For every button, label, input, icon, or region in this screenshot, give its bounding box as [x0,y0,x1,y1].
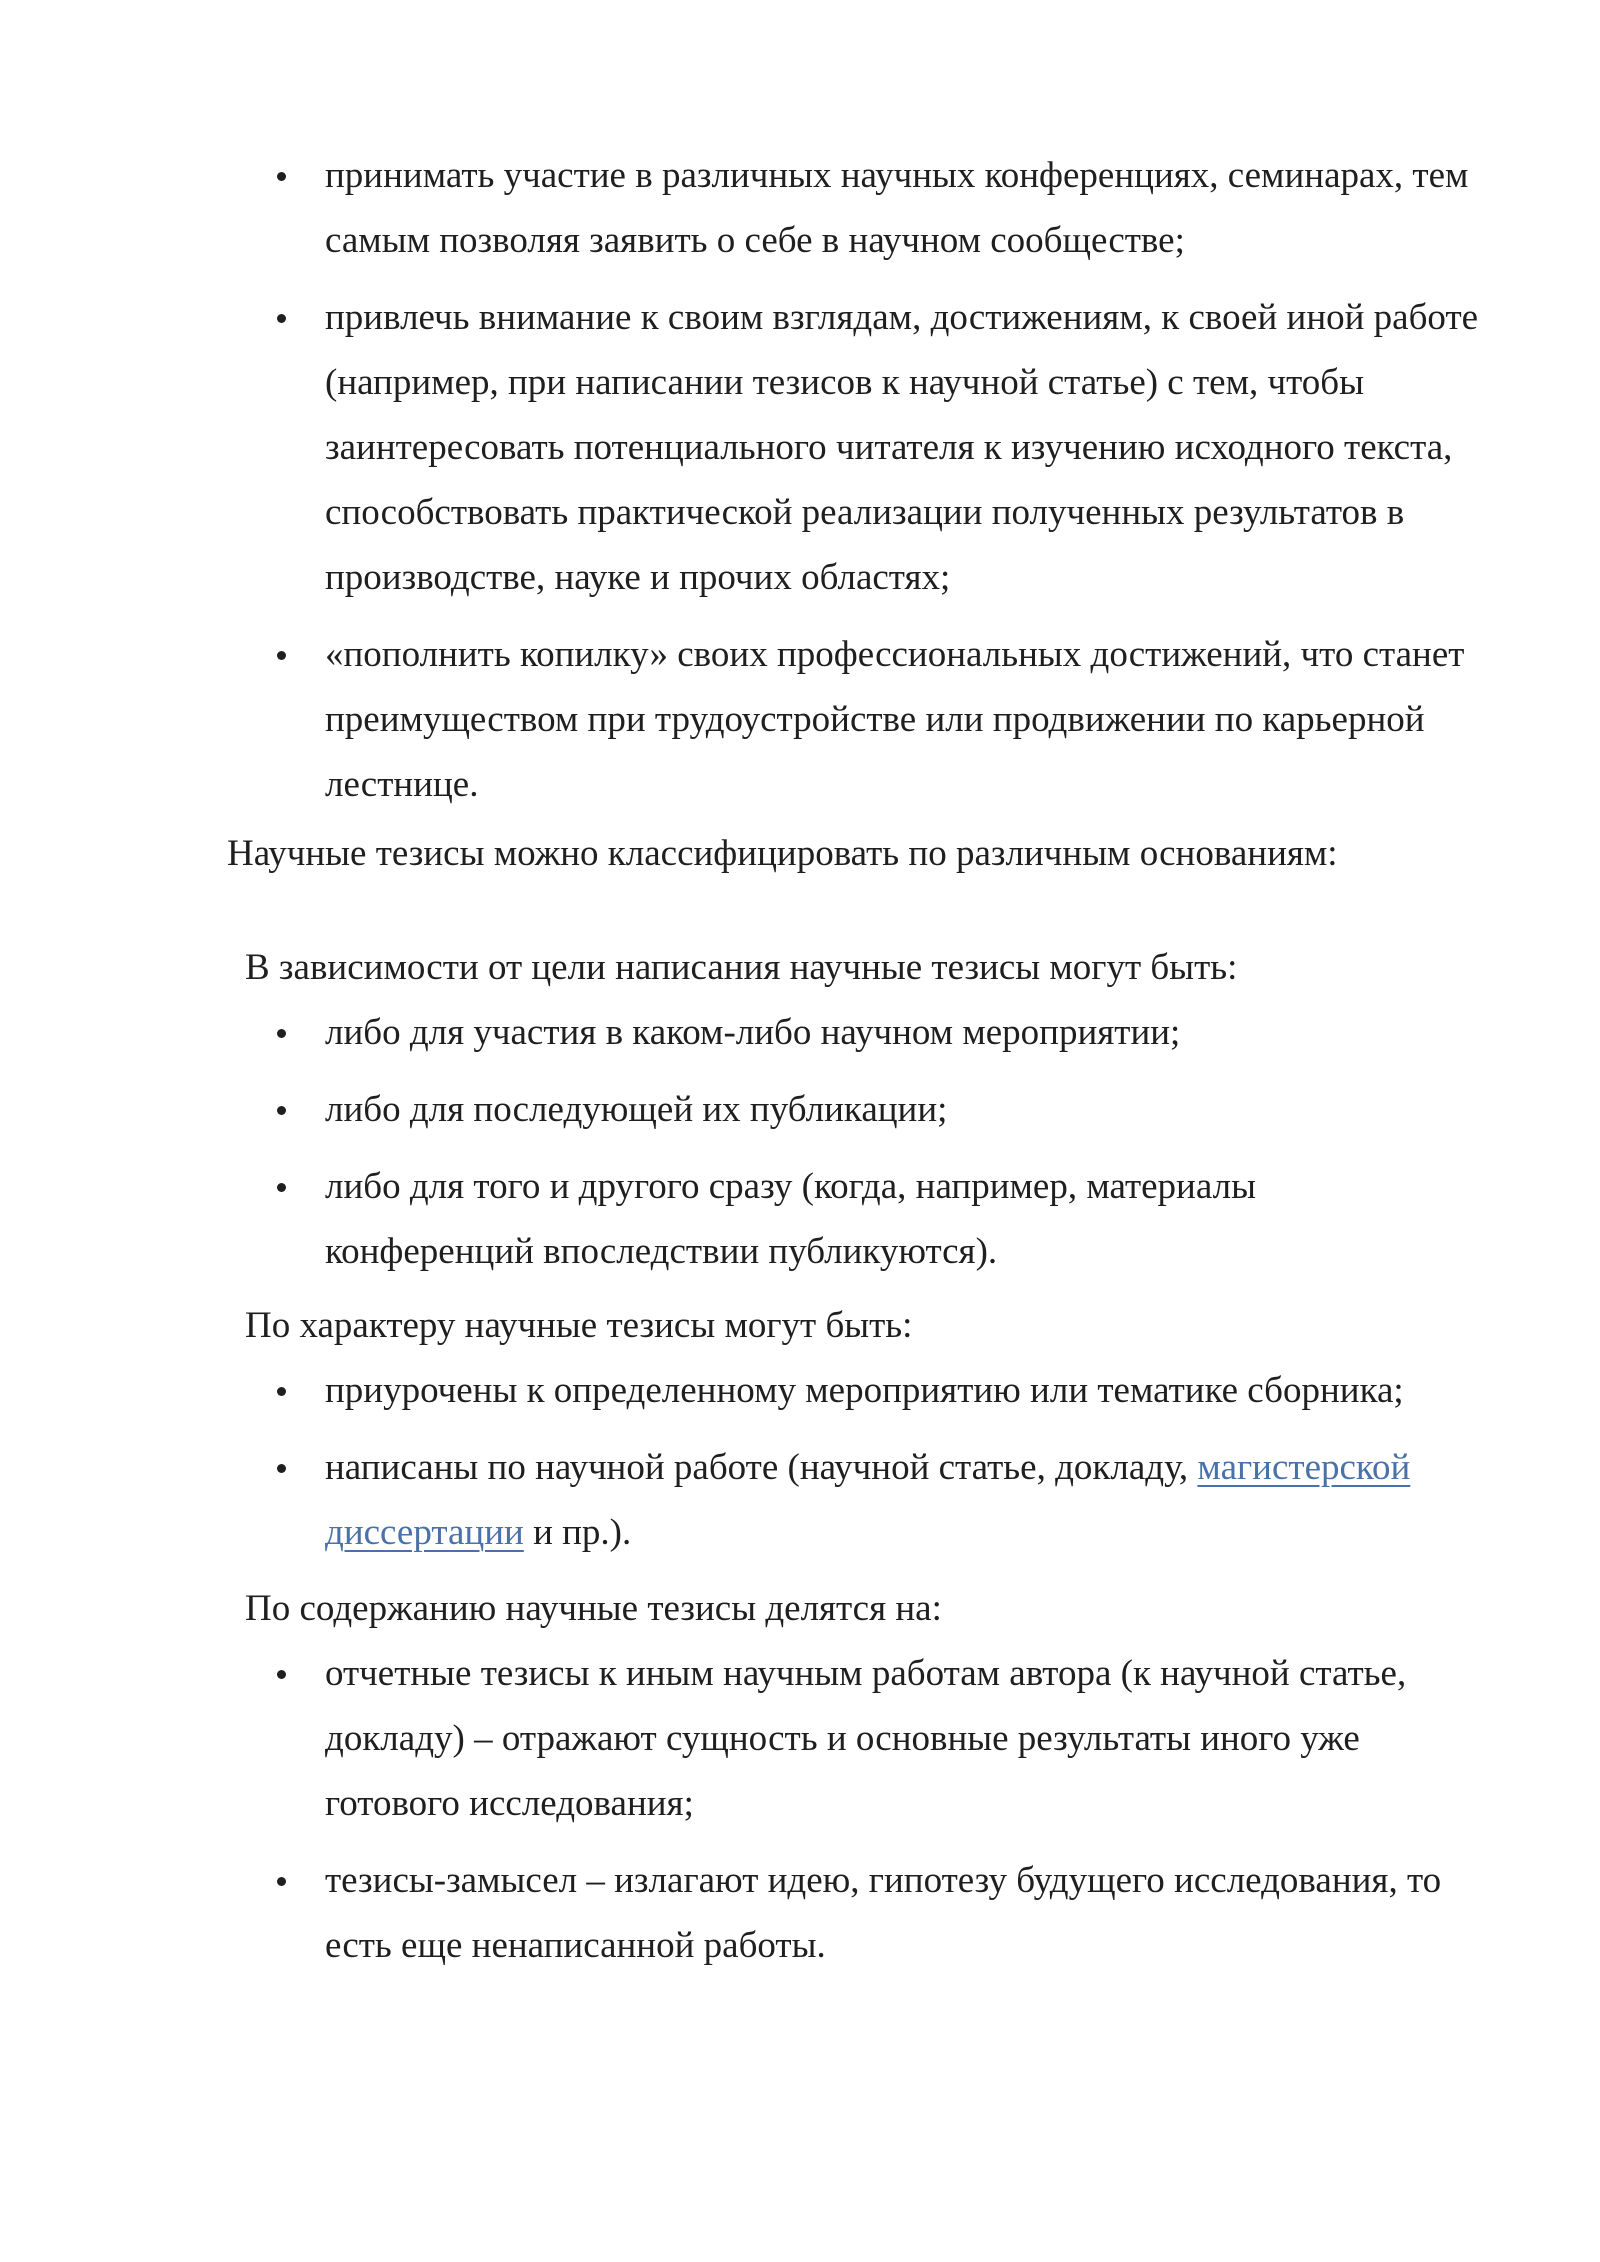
content-heading-text: По содержанию научные тезисы делятся на: [245,1588,942,1629]
character-heading-text: По характеру научные тезисы могут быть: [245,1305,913,1346]
list-item-text: написаны по научной работе (научной статье, докладу, [325,1447,1198,1488]
character-bullet-list [0,1358,1600,1577]
list-item-text: и пр.). [523,1512,632,1553]
content-bullet-list [0,1641,1600,1990]
purpose-bullet-list [0,1000,1600,1296]
list-item: «пополнить копилку» своих профессиональных достижений, что станет преимуществом при трудоустройстве или продвижении по карьерной лестнице. [0,622,1600,817]
dissertation-link[interactable]: магистерской диссертации [325,1447,1411,1553]
list-item: либо для участия в каком-либо научном мероприятии; [0,1000,1600,1065]
list-item: приурочены к определенному мероприятию или тематике сборника; [0,1358,1600,1423]
list-item: тезисы-замысел – излагают идею, гипотезу будущего исследования, то есть еще ненаписанной работы. [0,1848,1600,1978]
classification-intro-text: Научные тезисы можно классифицировать по различным основаниям: [227,833,1338,874]
list-item [0,1435,1600,1565]
purpose-heading-text: В зависимости от цели написания научные тезисы могут быть: [245,947,1238,988]
list-item: привлечь внимание к своим взглядам, достижениям, к своей иной работе (например, при написании тезисов к научной статье) с тем, чтобы заинтересовать потенциального читателя к изучению исходного текста, способствовать практической реализации полученных результатов в производстве, науке и прочих областях; [0,285,1600,610]
list-item: принимать участие в различных научных конференциях, семинарах, тем самым позволяя заявить о себе в научном сообществе; [0,143,1600,273]
list-item: либо для последующей их публикации; [0,1077,1600,1142]
list-item: отчетные тезисы к иным научным работам автора (к научной статье, докладу) – отражают сущность и основные результаты иного уже готового исследования; [0,1641,1600,1836]
list-item: либо для того и другого сразу (когда, например, материалы конференций впоследствии публикуются). [0,1154,1600,1284]
intro-bullet-list [0,143,1600,829]
